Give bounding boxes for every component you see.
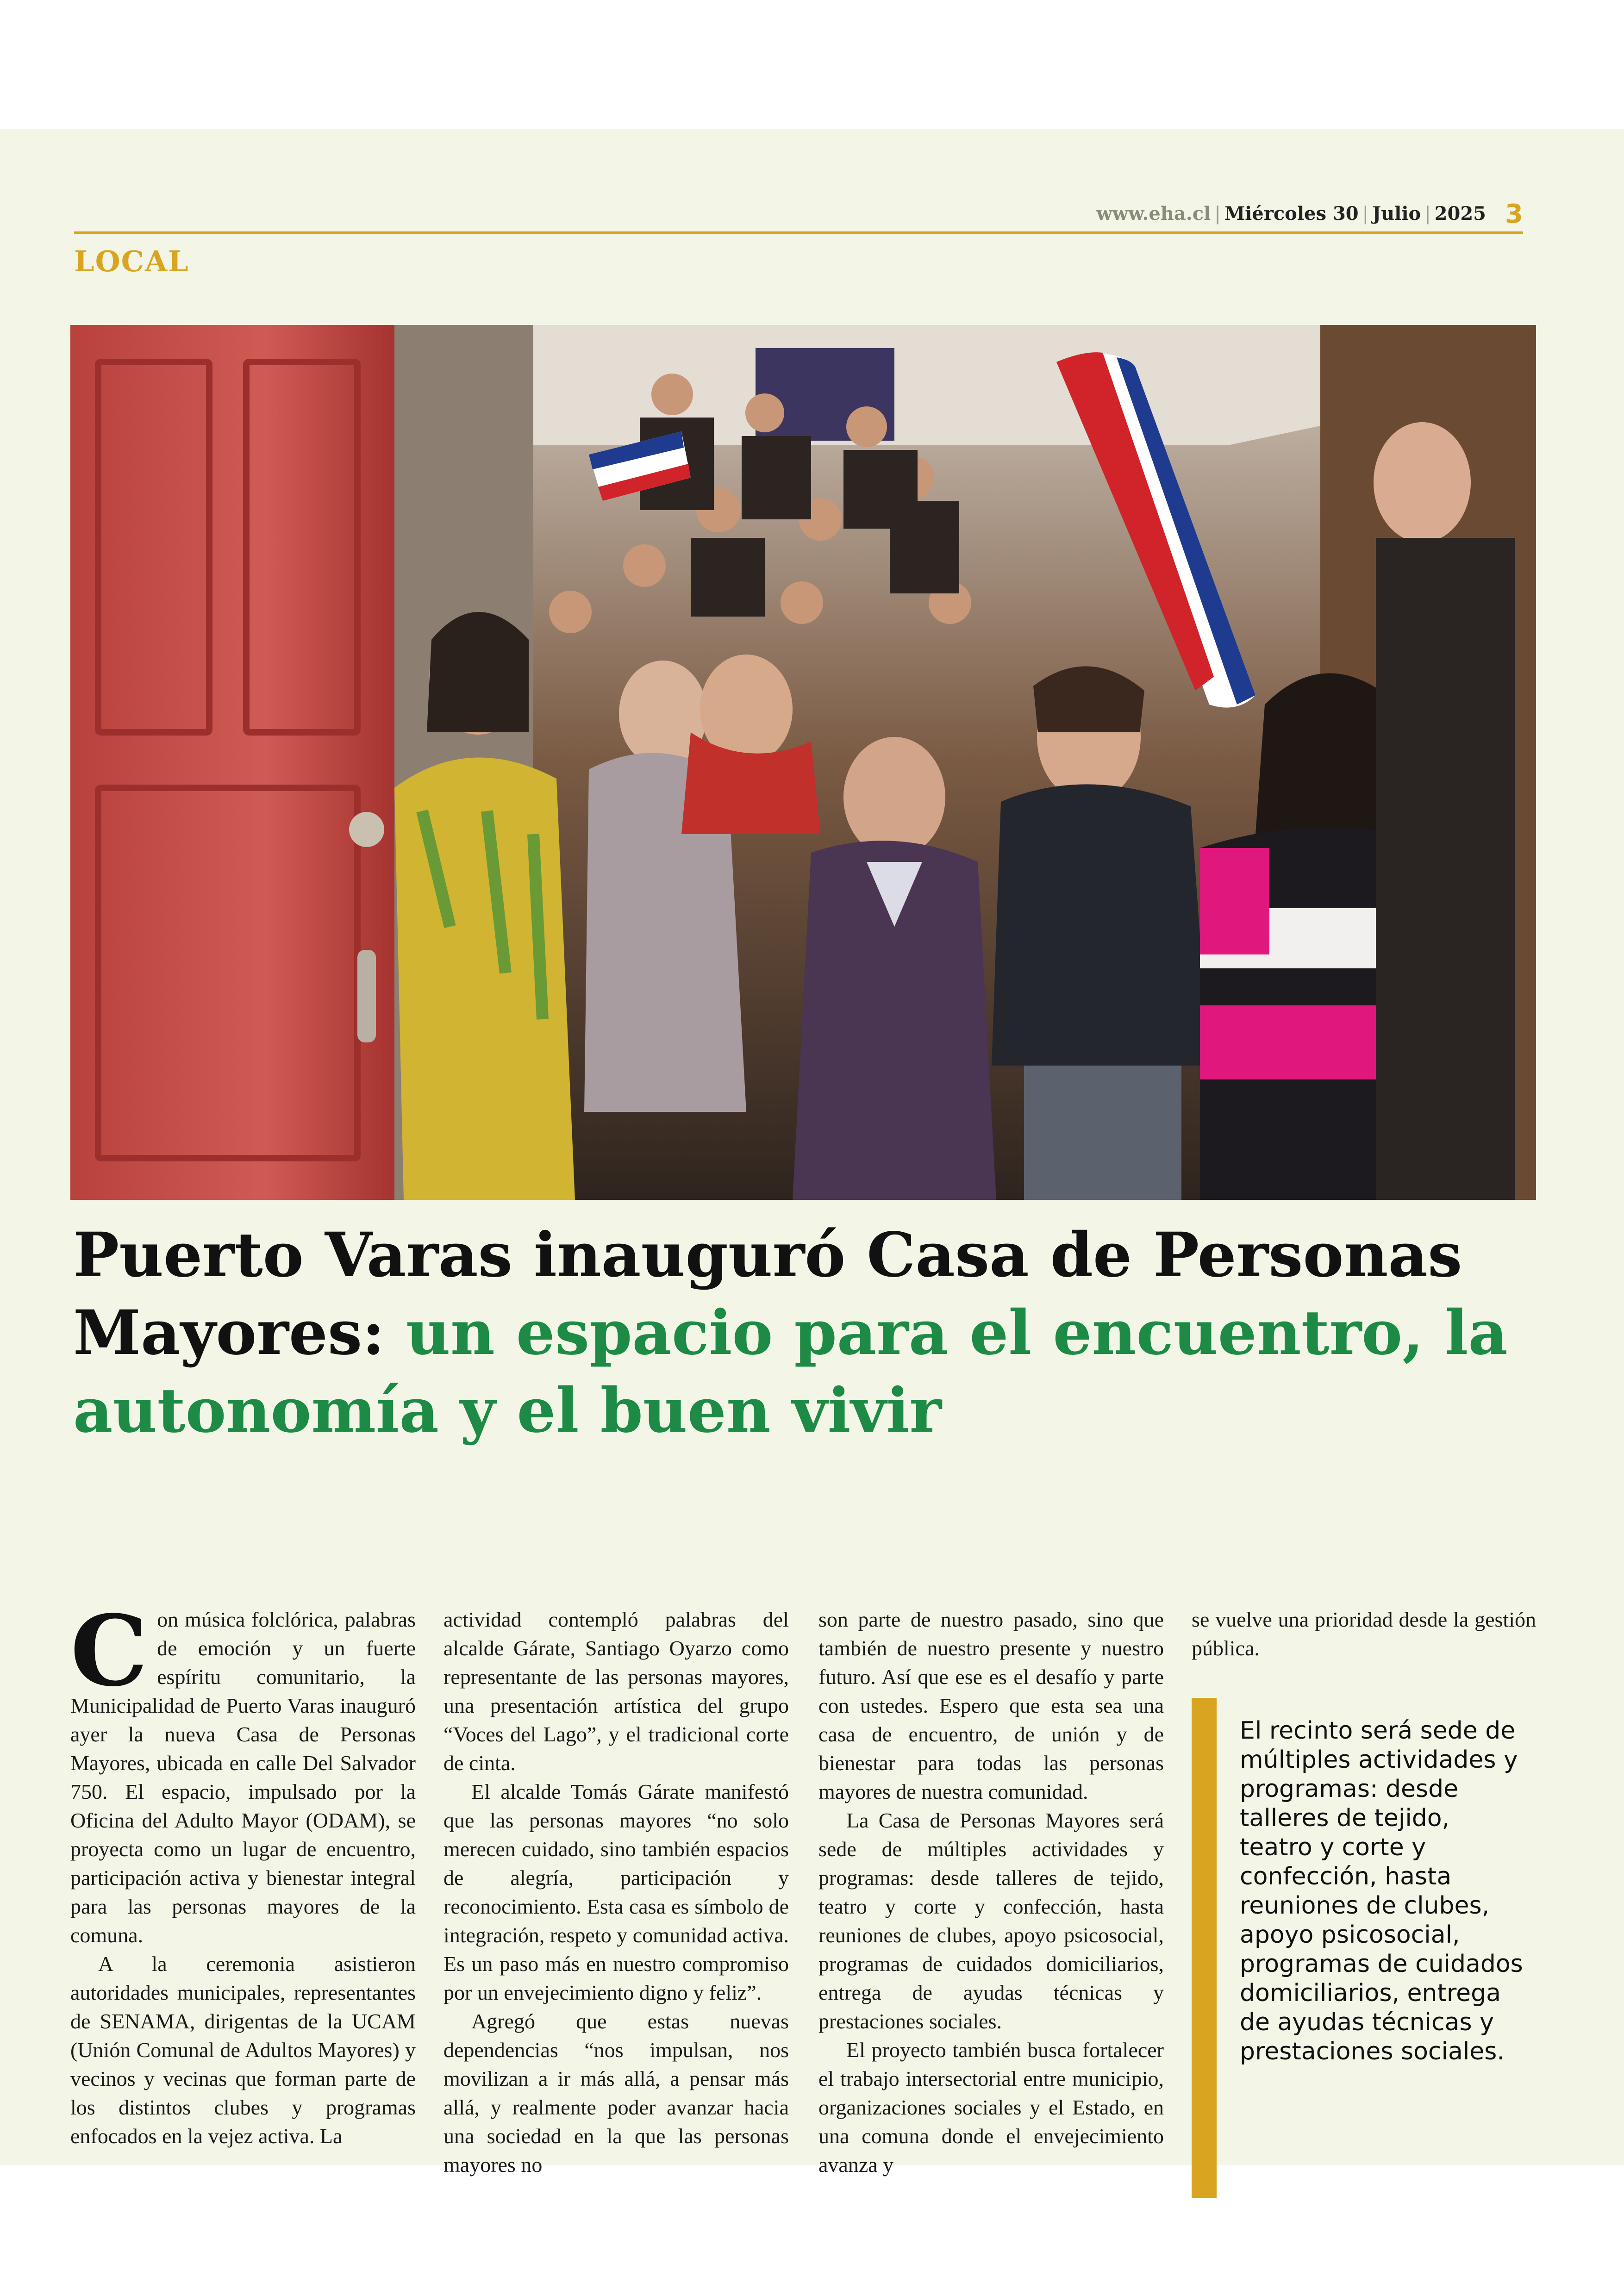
paragraph: on música folclórica, palabras de emoción y un fuerte espíritu comunitario, la Municipalidad de Puerto Varas inauguró ayer la nueva Casa de Personas Mayores, ubicada en calle Del Salvador 750. El espacio, impulsado por la Oficina del Adulto Mayor (ODAM), se proyecta como un lugar de encuentro, participación activa y bienestar integral para las personas mayores de la comuna. bbox=[70, 1608, 416, 1947]
paragraph: La Casa de Personas Mayores será sede de múltiples actividades y programas: desde talleres de tejido, teatro y corte y confección, hasta reuniones de clubes, apoyo psicosocial, programas de cuidados domiciliarios, entrega de ayudas técnicas y prestaciones sociales. bbox=[818, 1809, 1164, 2033]
headline-subtitle: un espacio para el encuentro, la autonomía y el buen vivir bbox=[73, 1297, 1508, 1447]
newspaper-page bbox=[0, 129, 1624, 2177]
ribbon-cutting-photo bbox=[70, 325, 1536, 1200]
article-column-1 bbox=[70, 1594, 416, 2151]
article-column-4 bbox=[1192, 1605, 1536, 1663]
section-label: LOCAL bbox=[74, 244, 189, 278]
article-headline bbox=[73, 1216, 1536, 1450]
pull-quote-text: El recinto será sede de múltiples actividades y programas: desde talleres de tejido, teatro y corte y confección, hasta reuniones de clubes, apoyo psicosocial, programas de cuidados domiciliarios, entrega de ayudas técnicas y prestaciones sociales. bbox=[1240, 1717, 1523, 2065]
pull-quote bbox=[1192, 1698, 1536, 2198]
drop-cap: C bbox=[70, 1594, 148, 1708]
header-url[interactable]: www.eha.cl bbox=[1096, 203, 1211, 225]
article-column-3 bbox=[818, 1605, 1164, 2179]
header-meta: www.eha.cl | Miércoles 30 | Julio | 2025 bbox=[1096, 203, 1486, 225]
header-year: 2025 bbox=[1434, 203, 1486, 225]
pull-quote-bar bbox=[1192, 1698, 1217, 2198]
paragraph: actividad contempló palabras del alcalde Gárate, Santiago Oyarzo como representante de las personas mayores, una presentación artística del grupo “Voces del Lago”, y el tradicional corte de cinta. bbox=[443, 1608, 789, 1775]
page-header bbox=[74, 199, 1523, 231]
paragraph: Agregó que estas nuevas dependencias “nos impulsan, nos movilizan a ir más allá, a pensar más allá, y realmente poder avanzar hacia una sociedad en la que las personas mayores no bbox=[443, 2009, 789, 2177]
paragraph: El alcalde Tomás Gárate manifestó que las personas mayores “no solo merecen cuidado, sino también espacios de alegría, participación y reconocimiento. Esta casa es símbolo de integración, respeto y comunidad activa. Es un paso más en nuestro compromiso por un envejecimiento digno y feliz”. bbox=[443, 1780, 789, 2004]
header-month: Julio bbox=[1372, 203, 1421, 225]
paragraph: A la ceremonia asistieron autoridades municipales, representantes de SENAMA, dirigentas de la UCAM (Unión Comunal de Adultos Mayores) y vecinos y vecinas que forman parte de los distintos clubes y programas enfocados en la vejez activa. La bbox=[70, 1952, 416, 2148]
article-column-2 bbox=[443, 1605, 789, 2179]
paragraph: son parte de nuestro pasado, sino que también de nuestro presente y nuestro futuro. Así que ese es el desafío y parte con ustedes. Espero que esta sea una casa de encuentro, de unión y de bienestar para todas las personas mayores de nuestra comunidad. bbox=[818, 1608, 1164, 1803]
paragraph: El proyecto también busca fortalecer el trabajo intersectorial entre municipio, organizaciones sociales y el Estado, en una comuna donde el envejecimiento avanza y bbox=[818, 2038, 1164, 2177]
paragraph: se vuelve una prioridad desde la gestión pública. bbox=[1192, 1608, 1536, 1660]
header-day: Miércoles 30 bbox=[1224, 203, 1359, 225]
article-photo bbox=[70, 325, 1536, 1200]
header-rule bbox=[74, 231, 1523, 234]
headline-main: Puerto Varas inauguró Casa de Personas Mayores: bbox=[73, 1219, 1462, 1369]
page-number: 3 bbox=[1505, 199, 1523, 229]
